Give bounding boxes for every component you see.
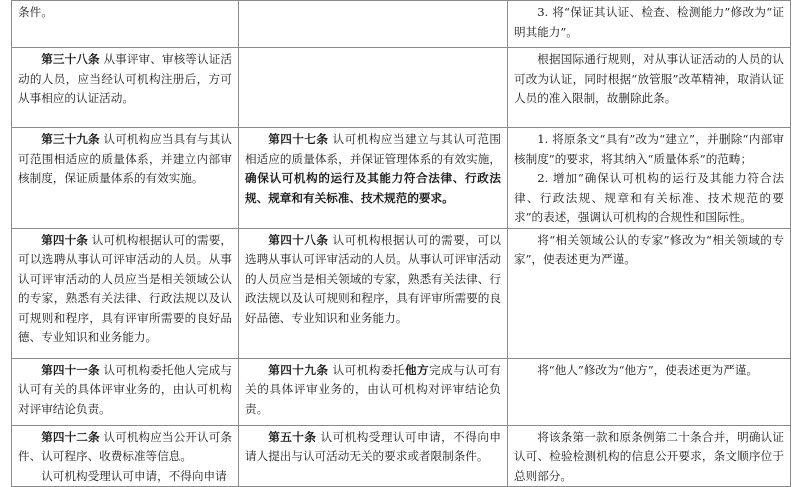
article-number: 第四十二条 xyxy=(41,429,100,444)
cell-text: 1. 将原条文“具有”改为“建立”，并删除“内部审核制度”的要求，将其纳入“质量体系”的范畴； xyxy=(514,132,784,166)
revision-note-cell xyxy=(508,1,791,48)
article-body: 认可机构委托他人完成与认可有关的具体评审业务的，由认可机构对评审结论负责。 xyxy=(18,362,232,416)
revised-article-cell xyxy=(239,358,508,425)
cell-text: 3. 将“保证其认证、检查、检测能力”修改为“证明其能力”。 xyxy=(514,5,784,39)
revision-note-cell xyxy=(508,128,791,229)
article-number: 第四十八条 xyxy=(268,232,329,247)
revision-note-cell xyxy=(508,425,791,487)
revised-article-cell xyxy=(239,228,508,358)
revised-article-cell xyxy=(239,1,508,48)
cell-text: 2. 增加“确保认可机构的运行及其能力符合法律、行政法规、规章和有关标准、技术规范的要求”的表述，强调认可机构的合规性和国际性。 xyxy=(514,171,784,224)
cell-text: 将该条第一款和原条例第二十条合并，明确认证认可、检验检测机构的信息公开要求，条文顺序位于总则部分。 xyxy=(514,429,784,483)
article-body: 认可机构应当具有与其认可范围相适应的质量体系，并建立内部审核制度，保证质量体系的有效实施。 xyxy=(18,132,232,185)
original-article-cell xyxy=(12,358,239,425)
table-row xyxy=(12,1,791,48)
original-article-cell xyxy=(12,1,239,48)
table-row xyxy=(12,425,791,487)
table-row xyxy=(12,358,791,425)
cell-text xyxy=(18,130,232,189)
article-body: 认可机构委托 xyxy=(332,362,405,377)
article-number: 第三十八条 xyxy=(41,52,100,66)
original-article-cell xyxy=(12,48,239,128)
article-number: 第四十七条 xyxy=(268,132,329,146)
cell-text: 将“相关领域公认的专家”修改为“相关领域的专家”，使表述更为严谨。 xyxy=(514,232,784,266)
cell-text xyxy=(18,231,232,348)
article-body-continued: 完成与认可有关的具体评审业务的，由认可机构对评审结论负责。 xyxy=(245,362,501,416)
article-body: 从事评审、审核等认证活动的人员，应当经认可机构注册后，方可从事相应的认证活动。 xyxy=(18,52,232,105)
comparison-table xyxy=(11,0,791,487)
original-article-cell xyxy=(12,228,239,358)
article-body: 认可机构根据认可的需要，可以选聘从事认可评审活动的人员。从事认可评审活动的人员应当是相关领域的专家，熟悉有关法律、行政法规以及认可规则和程序，具有评审所需要的良好品德、专业知识和业务能力。 xyxy=(245,232,501,325)
revised-article-cell xyxy=(239,425,508,487)
article-body: 认可机构应当公开认可条件、认可程序、收费标准等信息。 xyxy=(18,429,232,463)
cell-text xyxy=(245,428,501,467)
table-row xyxy=(12,128,791,229)
article-changed-word: 他方 xyxy=(404,362,430,377)
table-row xyxy=(12,48,791,128)
revision-note-cell xyxy=(508,228,791,358)
article-number: 第五十条 xyxy=(268,429,317,444)
cell-text: 将“他人”修改为“他方”，使表述更为严谨。 xyxy=(537,362,758,377)
article-body: 认可机构根据认可的需要，可以选聘从事认可评审活动的人员。从事认可评审活动的人员应当是相关领域公认的专家，熟悉有关法律、行政法规以及认可规则和程序，具有评审所需要的良好品德、专业知识和业务能力。 xyxy=(18,232,232,344)
cell-text: 根据国际通行规则，对从事认证活动的人员的认可改为认证，同时根据“放管服”改革精神，取消认证人员的准入限制，故删除此条。 xyxy=(514,52,784,105)
revised-article-cell xyxy=(239,128,508,229)
revision-note-cell xyxy=(508,358,791,425)
revision-note-cell xyxy=(508,48,791,128)
article-number: 第四十九条 xyxy=(268,362,329,377)
cell-text xyxy=(245,130,501,208)
cell-text: 认可机构受理认可申请，不得向申请 xyxy=(41,468,227,483)
table-row xyxy=(12,228,791,358)
original-article-cell xyxy=(12,425,239,487)
cell-text xyxy=(18,428,232,467)
original-article-cell xyxy=(12,128,239,229)
cell-text xyxy=(18,361,232,420)
cell-text xyxy=(18,50,232,109)
cell-text: 条件。 xyxy=(18,5,53,19)
revised-article-cell xyxy=(239,48,508,128)
article-number: 第四十条 xyxy=(41,232,88,247)
article-body: 认可机构受理认可申请，不得向申请人提出与认可活动无关的要求或者限制条件。 xyxy=(245,429,501,463)
article-number: 第四十一条 xyxy=(41,362,100,377)
article-number: 第三十九条 xyxy=(41,132,100,146)
article-added-text: 确保认可机构的运行及其能力符合法律、行政法规、规章和有关标准、技术规范的要求。 xyxy=(245,171,501,205)
cell-text xyxy=(245,361,501,420)
article-body: 认可机构应当建立与其认可范围相适应的质量体系，并保证管理体系的有效实施， xyxy=(245,132,501,166)
cell-text xyxy=(245,231,501,329)
